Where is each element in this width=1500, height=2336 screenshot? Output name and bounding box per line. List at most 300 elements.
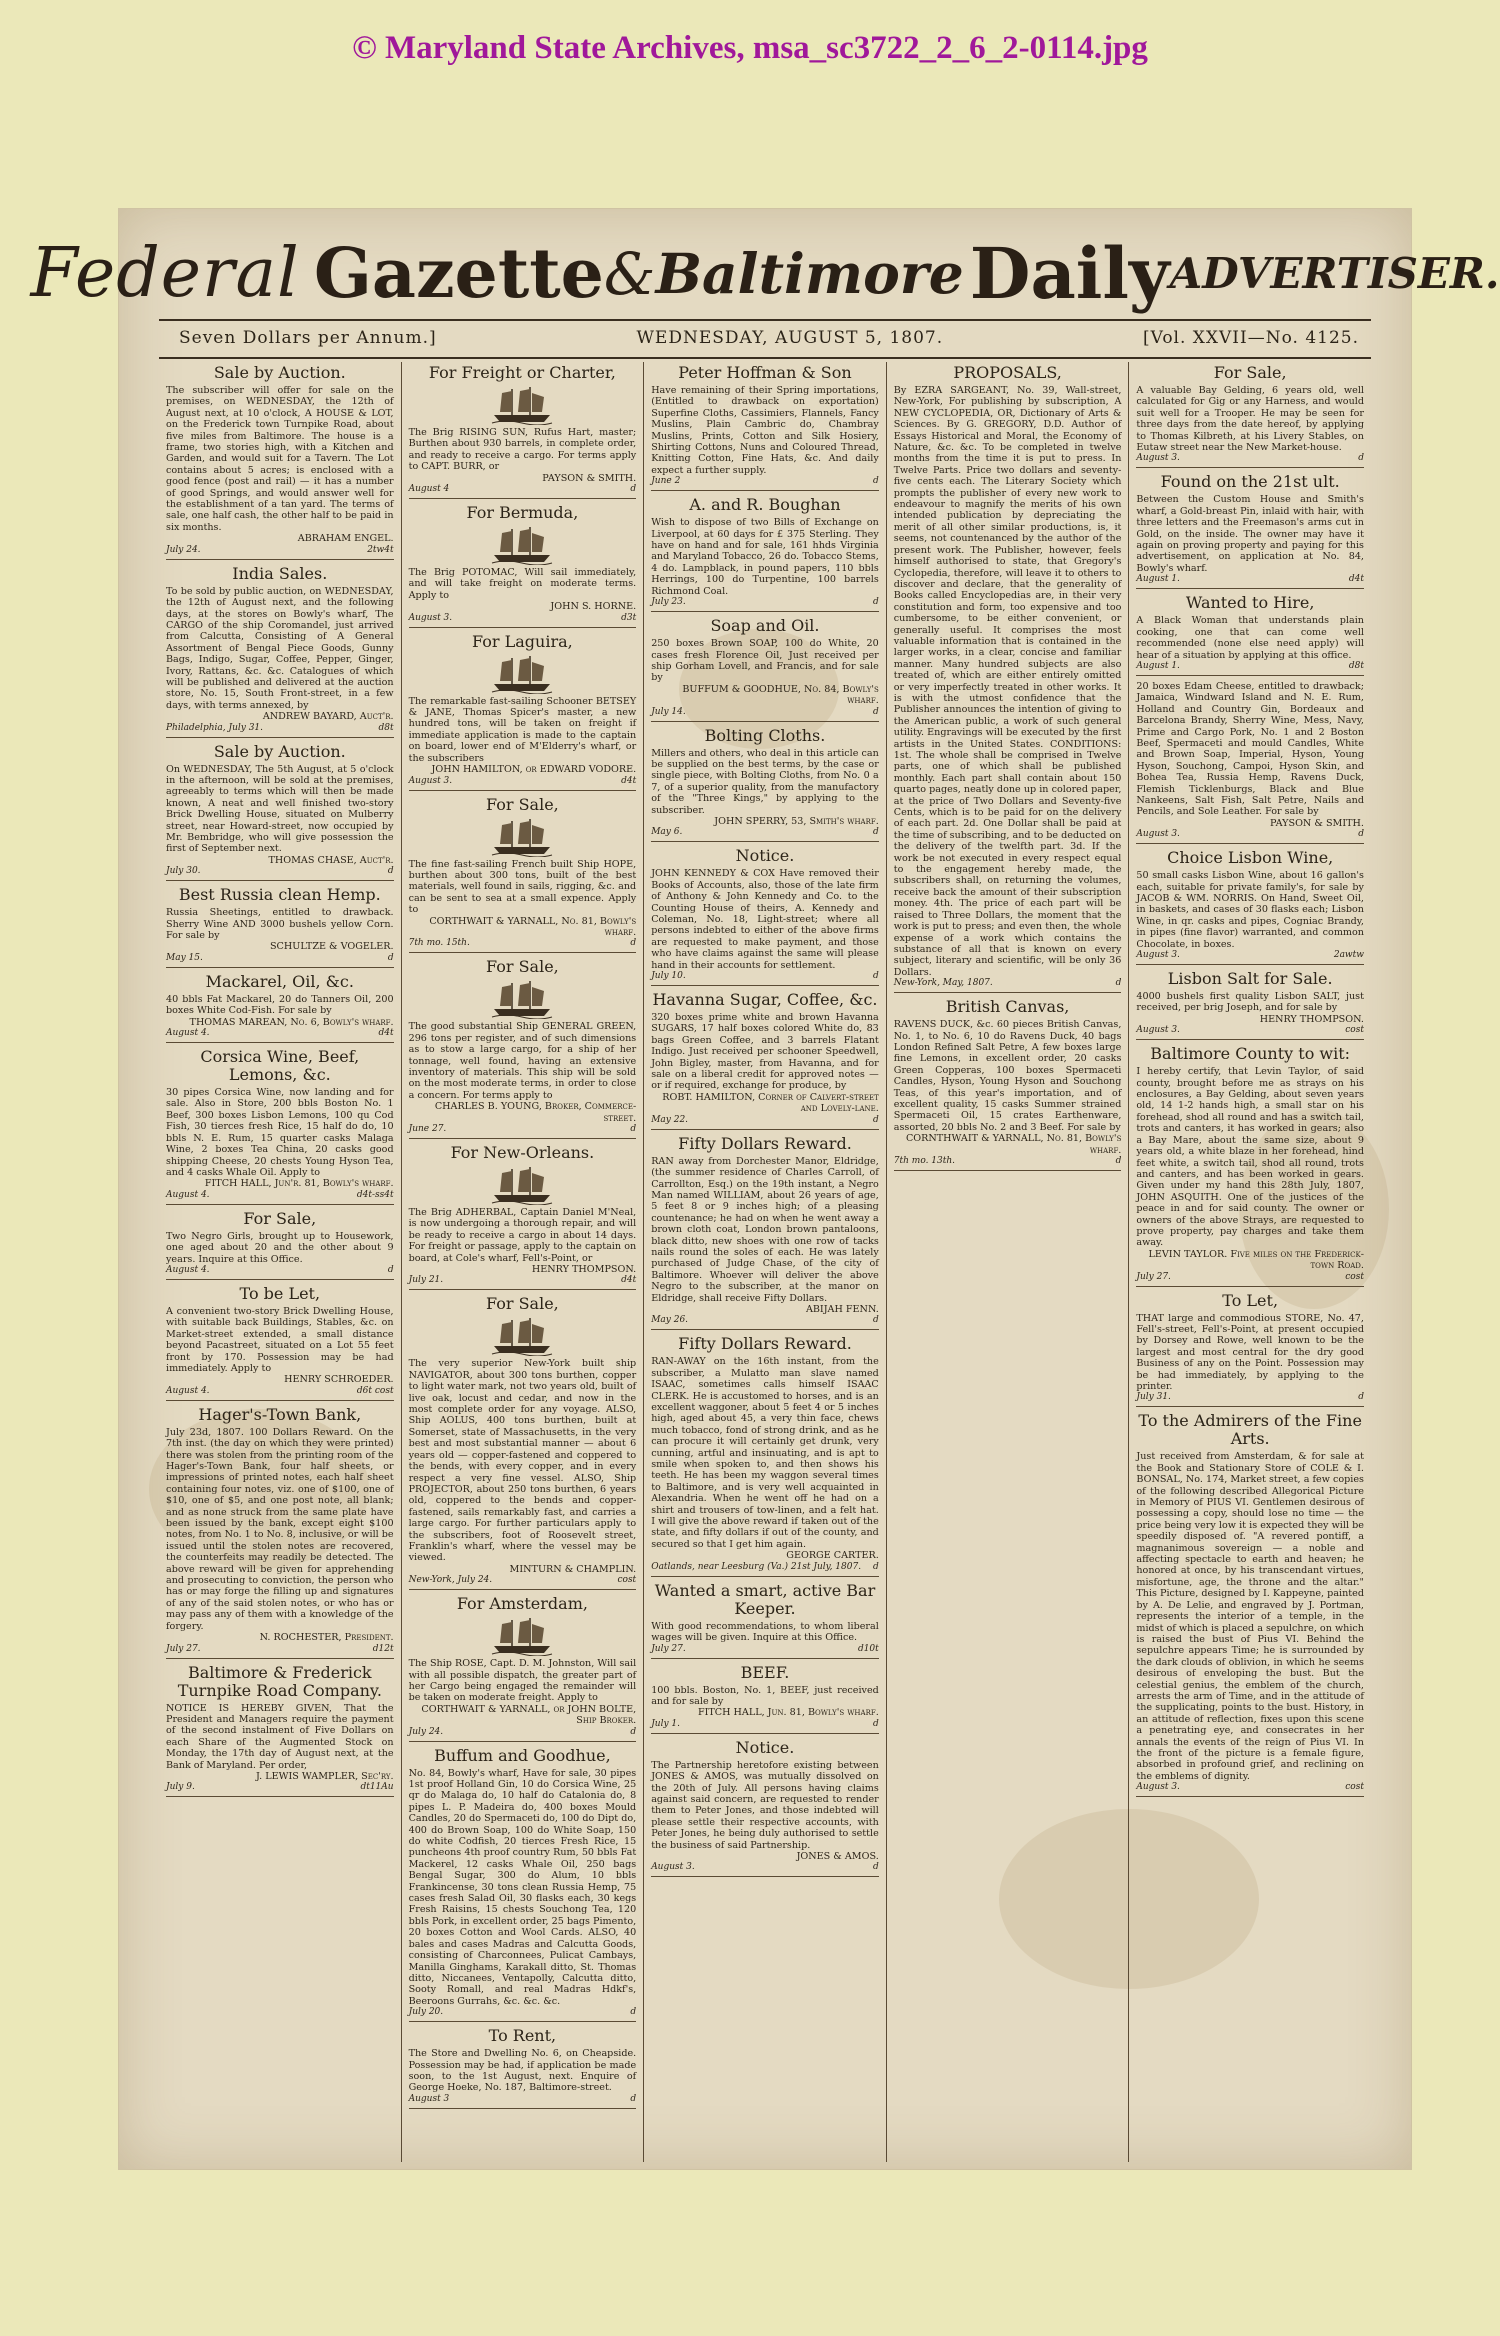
ad-divider <box>166 967 394 968</box>
ad-signature: N. ROCHESTER, President. <box>259 1632 394 1644</box>
ad-body: The Partnership heretofore existing between JONES & AMOS, was mutually dissolved on the 20th of July. All persons having claims against said concern, are requested to render them to Peter Jones, and those indebted will please settle their respective accounts, with Peter Jones, he being duly authorised to settle the business of said Partnership. <box>651 1759 879 1851</box>
column-1 <box>159 362 401 2162</box>
ad-body: JOHN KENNEDY & COX Have removed their Books of Accounts, also, those of the late firm of Anthony & John Kennedy and Co. to the Counting House of theirs, A. Kennedy and Coleman, No. 18, Light-street; where all persons indebted to either of the above firms are requested to make payment, and those who have claims against the same will please hand in their accounts for settlement. <box>651 868 879 971</box>
ad-date: May 6. <box>651 827 683 838</box>
ad-footer <box>651 1644 879 1655</box>
ad-footer <box>166 1190 394 1201</box>
advertisement <box>166 565 394 738</box>
ad-footer <box>409 484 637 495</box>
column-3 <box>643 362 886 2162</box>
advertisement <box>166 886 394 968</box>
ad-body: 100 bbls. Boston, No. 1, BEEF, just received and for sale by <box>651 1684 879 1707</box>
ad-divider <box>651 490 879 491</box>
ad-signature: FITCH HALL, Jun'r. 81, Bowly's wharf. <box>204 1178 394 1190</box>
ad-date: August 3. <box>1136 1025 1180 1036</box>
ad-divider <box>409 1741 637 1742</box>
ad-heading: Soap and Oil. <box>710 616 820 636</box>
ad-body: The subscriber will offer for sale on the premises, on WEDNESDAY, the 12th of August next, at 10 o'clock, A HOUSE & LOT, on the Frederick town Turnpike Road, about five miles from Baltimore. The house is a frame, two stories high, with a Kitchen and Garden, and would suit for a Tavern. The Lot contains about 5 acres; is enclosed with a good fence (post and rail) — it has a number of good Springs, and would answer well for the establishment of a tan yard. The terms of sale, one half cash, the other half to be paid in six months. <box>166 385 394 533</box>
ad-heading: India Sales. <box>232 563 328 583</box>
ship-icon <box>490 979 554 1019</box>
ad-insertion-mark: d <box>630 2007 637 2018</box>
ad-date: August 3. <box>1136 1782 1180 1793</box>
ad-signature: THOMAS CHASE, Auct'r. <box>268 854 394 866</box>
ad-footer <box>651 827 879 838</box>
ad-heading: Best Russia clean Hemp. <box>178 885 381 905</box>
ad-date: July 27. <box>1136 1271 1171 1282</box>
ad-body: Wish to dispose of two Bills of Exchange on Liverpool, at 60 days for £ 375 Sterling. They have on hand and for sale, 161 hhds Virginia and Maryland Tobacco, 26 do. Tobacco Stems, 4 do. Lampblack, in pound papers, 110 bbls Herrings, 100 do Turpentine, 100 barrels Richmond Coal. <box>651 517 879 597</box>
advertisement <box>409 796 637 954</box>
subscription-price: Seven Dollars per Annum.] <box>179 328 437 348</box>
ad-divider <box>651 1129 879 1130</box>
ad-date: July 1. <box>651 1718 681 1729</box>
ad-body: The good substantial Ship GENERAL GREEN, 296 tons per register, and of such dimensions as to stow a large cargo, for a ship of her tonnage, well found, having an extensive inventory of materials. This ship will be sold on the most moderate terms, in order to close a concern. For terms apply to <box>408 1021 637 1101</box>
ad-heading: Buffum and Goodhue, <box>434 1745 611 1765</box>
ad-divider <box>651 1733 879 1734</box>
ad-divider <box>409 1289 637 1290</box>
ad-signature: BUFFUM & GOODHUE, No. 84, Bowly's wharf. <box>682 683 879 707</box>
ad-divider <box>409 952 637 953</box>
ad-footer <box>409 938 637 949</box>
advertisement <box>1136 473 1364 589</box>
ad-footer <box>894 978 1122 989</box>
ad-body: Russia Sheetings, entitled to drawback. Sherry Wine AND 3000 bushels yellow Corn. For sale by <box>166 907 394 942</box>
ad-heading: Hager's-Town Bank, <box>198 1404 362 1424</box>
ad-body: A convenient two-story Brick Dwelling House, with suitable back Buildings, Stables, &c. on Market-street extended, a small distance beyond Pacastreet, situated on a Lot 55 feet front by 170. Possession may be had immediately. Apply to <box>166 1305 394 1374</box>
ad-footer <box>409 1727 637 1738</box>
advertisement <box>166 364 394 560</box>
ad-body: 50 small casks Lisbon Wine, about 16 gallon's each, suitable for private family's, for sale by JACOB & WM. NORRIS. On Hand, Sweet Oil, in baskets, and cases of 30 flasks each; Lisbon Wine, in qr. casks and pipes, Cogniac Brandy, in pipes (fine flavor) warranted, and common Chocolate, in boxes. <box>1136 870 1364 950</box>
ad-divider <box>1136 1039 1364 1040</box>
advertisement <box>1136 594 1364 676</box>
advertisement <box>651 1664 879 1734</box>
ad-insertion-mark: d <box>873 1561 879 1572</box>
ad-divider <box>409 498 637 499</box>
ad-body: NOTICE IS HEREBY GIVEN, That the President and Managers require the payment of the second instalment of Five Dollars on each Share of the Augmented Stock on Monday, the 17th day of August next, at the Bank of Maryland. Per order, <box>166 1702 394 1771</box>
ad-heading: For Bermuda, <box>466 503 579 523</box>
ad-divider <box>651 1329 879 1330</box>
ad-insertion-mark: d <box>1115 1156 1122 1166</box>
ad-date: July 30. <box>166 866 201 877</box>
advertisement <box>894 364 1122 993</box>
ad-divider <box>409 2108 637 2109</box>
ad-body: No. 84, Bowly's wharf, Have for sale, 30 pipes 1st proof Holland Gin, 10 do Corsica Wine, 25 qr do Malaga do, 10 half do Catalonia do, 8 pipes L. P. Madeira do, 400 boxes Mould Candles, 20 do Spermaceti do, 100 do Dipt do, 400 do Brown Soap, 100 do White Soap, 150 do white Codfish, 20 tierces Fresh Rice, 15 puncheons 4th proof country Rum, 50 bbls Fat Mackerel, 12 casks Whale Oil, 250 bags Bengal Sugar, 300 do Alum, 10 bbls Frankincense, 30 tons clean Russia Hemp, 75 cases fresh Salad Oil, 30 flasks each, 30 kegs Fresh Raisins, 15 chests Souchong Tea, 120 bbls Pork, in excellent order, 25 bags Pimento, 20 boxes Cotton and Wool Cards. ALSO, 40 bales and cases Madras and Calcutta Goods, consisting of Charconnees, Pulicat Cambays, Manilla Ginghams, Karakall ditto, St. Thomas ditto, Niccanees, Ventapolly, Calcutta ditto, Sooty Romall, and real Madras Hdkf's, Beeroons Gurrahs, &c. &c. &c. <box>408 1767 637 2007</box>
ad-heading: Lisbon Salt for Sale. <box>1167 969 1333 989</box>
ad-footer <box>1136 453 1364 464</box>
masthead-baltimore: Baltimore <box>655 241 964 306</box>
masthead-federal: Federal <box>30 234 300 313</box>
ad-insertion-mark: d <box>873 1862 879 1873</box>
ad-date: June 2 <box>651 476 681 487</box>
ad-heading: For Sale, <box>486 957 559 977</box>
ad-signature: JOHN HAMILTON, or EDWARD VODORE. <box>431 764 637 776</box>
ad-insertion-mark: 2awtw <box>1333 950 1364 961</box>
volume-number: [Vol. XXVII—No. 4125. <box>1142 328 1359 348</box>
ad-signature: ABIJAH FENN. <box>805 1303 879 1315</box>
ad-divider <box>409 1138 637 1139</box>
ad-body: A valuable Bay Gelding, 6 years old, well calculated for Gig or any Harness, and would suit well for a Trooper. He may be seen for three days from the date hereof, by applying to Thomas Kilbreth, at his Livery Stables, on Eutaw street near the New Market-house. <box>1136 385 1364 454</box>
advertisement <box>651 991 879 1130</box>
ad-divider <box>166 1796 394 1797</box>
ad-footer <box>166 953 394 964</box>
ad-heading: BEEF. <box>740 1662 790 1682</box>
ad-footer <box>651 1862 879 1873</box>
ad-footer <box>651 971 879 982</box>
ad-footer <box>409 2007 637 2018</box>
ad-insertion-mark: d <box>873 597 879 608</box>
ad-body: 320 boxes prime white and brown Havanna SUGARS, 17 half boxes colored White do, 83 bags Green Coffee, and 3 barrels Flatant Indigo. Just received per schooner Speedwell, John Bigley, master, from Havanna, and for sale on a liberal credit for approved notes — or if required, exchange for produce, by <box>651 1012 879 1092</box>
masthead <box>30 231 1500 316</box>
advertisement <box>1136 970 1364 1040</box>
ad-heading: For Sale, <box>486 794 559 814</box>
ad-insertion-mark: d <box>873 476 879 487</box>
ad-date: July 24. <box>408 1726 444 1737</box>
ad-date: Philadelphia, July 31. <box>166 722 264 733</box>
ad-divider <box>651 985 879 986</box>
advertisement <box>409 1747 637 2023</box>
ad-insertion-mark: dt11Au <box>360 1782 394 1793</box>
advertisement <box>651 364 879 491</box>
ad-signature: GEORGE CARTER. <box>786 1550 879 1562</box>
ad-footer <box>166 1644 394 1655</box>
ad-date: New-York, July 24. <box>408 1575 493 1586</box>
ad-heading: For Sale, <box>1213 363 1287 382</box>
ad-divider <box>651 1658 879 1659</box>
ad-insertion-mark: 2tw4t <box>367 544 394 555</box>
ad-insertion-mark: d <box>387 1264 394 1275</box>
ad-heading: For Laguira, <box>472 631 573 651</box>
ad-footer <box>1136 661 1364 672</box>
ship-icon <box>490 654 554 694</box>
advertisement <box>166 973 394 1043</box>
advertisement <box>166 1048 394 1205</box>
ad-date: July 31. <box>1136 1392 1171 1403</box>
ad-heading: To Let, <box>1222 1290 1279 1310</box>
ad-body: Have remaining of their Spring importations, (Entitled to drawback on exportation) Superfine Cloths, Cassimiers, Flannels, Fancy Muslins, Plain Cambric do, Chambray Muslins, Prints, Cotton and Silk Hosiery, Shirting Cottons, Nuns and Coloured Thread, Knitting Cotton, Fine Hats, &c. And daily expect a further supply. <box>651 385 879 476</box>
advertisement <box>651 727 879 843</box>
ad-heading: Fifty Dollars Reward. <box>678 1133 852 1153</box>
advertisement <box>1136 1045 1364 1286</box>
ad-body: To be sold by public auction, on WEDNESDAY, the 12th of August next, and the following days, at the stores on Bowly's wharf, The CARGO of the ship Coromandel, just arrived from Calcutta, Consisting of A General Assortment of Bengal Piece Goods, Gunny Bags, Indigo, Sugar, Coffee, Pepper, Ginger, Ivory, Rattans, &c. &c. Catalogues of which will be published and delivered at the auction store, No. 15, South Front-street, in a few days, with terms annexed, by <box>166 585 394 711</box>
ad-divider <box>1136 1796 1364 1797</box>
ad-divider <box>1136 843 1364 844</box>
ad-divider <box>1136 1406 1364 1407</box>
ad-insertion-mark: d <box>630 938 637 949</box>
advertisement <box>166 1664 394 1798</box>
column-4 <box>886 362 1129 2162</box>
ad-signature: ABRAHAM ENGEL. <box>297 533 394 545</box>
ad-footer <box>166 723 394 734</box>
ad-signature: LEVIN TAYLOR. Five miles on the Frederick-town Road. <box>1148 1248 1364 1272</box>
ad-date: August 4. <box>166 1264 210 1275</box>
ad-insertion-mark: d <box>630 2093 637 2104</box>
ad-date: 7th mo. 13th. <box>893 1156 956 1166</box>
ad-heading: Wanted to Hire, <box>1185 593 1315 613</box>
ad-footer <box>1136 574 1364 585</box>
ad-insertion-mark: d <box>630 484 637 495</box>
ad-date: August 3. <box>651 1862 695 1873</box>
ad-footer <box>166 1028 394 1039</box>
ad-body: I hereby certify, that Levin Taylor, of said county, brought before me as strays on his enclosures, a Bay Gelding, about seven years old, 14 1-2 hands high, a small star on his forehead, shod all round and has a switch tail, trots and canters, it has worked in gears; also a Bay Mare, about the same size, about 9 years old, a white blaze in her forehead, hind feet white, a switch tail, shod all round, trots and canters, and has been worked in gears. Given under my hand this 28th July, 1807, JOHN ASQUITH. One of the justices of the peace in and for said county. The owner or owners of the above Strays, are requested to prove property, pay charges and take them away. <box>1136 1066 1364 1249</box>
ad-date: July 27. <box>651 1643 686 1654</box>
ad-signature: MINTURN & CHAMPLIN. <box>509 1563 637 1575</box>
ad-body: Just received from Amsterdam, & for sale at the Book and Stationary Store of COLE & I. BONSAL, No. 174, Market street, a few copies of the following described Allegorical Picture in Memory of PIUS VI. Gentlemen desirous of possessing a copy, should lose no time — the price being very low it is expected they will be speedily disposed of. "A revered pontiff, a magnanimous sovereign — a noble and affecting spectacle to earth and heaven; he honored at once, by his transcendant virtues, misfortune, age, the throne and the altar." This Picture, designed by I. Kappeyne, painted by A. De Lelie, and engraved by J. Portman, represents the interior of a temple, in the midst of which is placed a sepulchre, on which is raised the bust of Pius VI. Behind the sepulchre appears Time; he is surrounded by the dark clouds of oblivion, in which he seems desirous of enveloping the bust. But the celestial genius, the emblem of the church, arrests the arm of Time, and in the attitude of the supplicating, points to the bust. History, in an attitude of reflection, fixes upon this scene a penetrating eye, and consecrates in her annals the events of the reign of Pius VI. In the front of the picture is a female figure, absorbed in profound grief, and reclining on the emblems of dignity. <box>1136 1451 1364 1782</box>
column-5 <box>1128 362 1371 2162</box>
ad-insertion-mark: d <box>1358 453 1364 464</box>
ad-footer <box>651 1719 879 1730</box>
ad-heading: For Sale, <box>243 1208 317 1228</box>
ad-heading: Fifty Dollars Reward. <box>678 1334 852 1354</box>
ad-signature: ANDREW BAYARD, Auct'r. <box>262 711 394 723</box>
ad-insertion-mark: d <box>873 827 879 838</box>
ad-heading: Bolting Cloths. <box>704 725 826 745</box>
ad-insertion-mark: cost <box>1345 1782 1364 1793</box>
ad-divider <box>651 841 879 842</box>
ad-divider <box>409 627 637 628</box>
ad-divider <box>409 2021 637 2022</box>
ad-footer <box>651 1562 879 1573</box>
advertisement <box>894 998 1122 1171</box>
advertisement <box>166 1210 394 1280</box>
ad-footer <box>1136 1025 1364 1036</box>
ad-date: May 22. <box>651 1114 689 1125</box>
ad-date: August 3 <box>408 2093 450 2104</box>
ad-date: May 26. <box>651 1315 689 1326</box>
ad-heading: PROPOSALS, <box>953 363 1062 382</box>
ad-footer <box>166 1386 394 1397</box>
ad-body: The remarkable fast-sailing Schooner BETSEY & JANE, Thomas Spicer's master, a new hundred tons, will be taken on freight if immediate application is made to the captain on board, lower end of M'Elderry's wharf, or the subscribers <box>408 695 637 764</box>
advertisement <box>166 1285 394 1401</box>
ad-heading: To the Admirers of the Fine Arts. <box>1138 1411 1362 1449</box>
ad-date: August 3. <box>1136 453 1180 464</box>
ship-icon <box>490 525 554 565</box>
ad-body: Two Negro Girls, brought up to Housework, one aged about 20 and the other about 9 years. Inquire at this Office. <box>166 1230 394 1265</box>
ad-date: 7th mo. 15th. <box>408 938 470 949</box>
ship-icon <box>490 817 554 857</box>
ad-divider <box>651 611 879 612</box>
ad-heading: Baltimore County to wit: <box>1150 1044 1351 1064</box>
ad-insertion-mark: cost <box>1345 1025 1364 1036</box>
ship-icon <box>490 1316 554 1356</box>
ad-signature: HENRY THOMPSON. <box>531 1264 637 1276</box>
ad-divider <box>651 721 879 722</box>
advertisement <box>409 633 637 791</box>
ad-body: RAVENS DUCK, &c. 60 pieces British Canvas, No. 1, to No. 6, 10 do Ravens Duck, 40 bags London Refined Salt Petre, A few boxes large fine Lemons, in excellent order, 20 casks Green Copperas, 100 boxes Spermaceti Candles, Hyson, Young Hyson and Souchong Teas, of this year's importation, and of excellent quality, 15 casks Summer strained Spermaceti Oil, 15 crates Earthenware, assorted, 20 bbls No. 2 and 3 Beef. For sale by <box>893 1019 1122 1133</box>
ad-heading: Wanted a smart, active Bar Keeper. <box>654 1580 876 1618</box>
ad-body: The Brig ADHERBAL, Captain Daniel M'Neal, is now undergoing a thorough repair, and will be ready to receive a cargo in about 14 days. For freight or passage, apply to the captain on board, at Cole's wharf, Fell's-Point, or <box>408 1207 637 1264</box>
ad-divider <box>409 790 637 791</box>
ad-signature: JOHN S. HORNE. <box>550 601 637 613</box>
ad-heading: Corsica Wine, Beef, Lemons, &c. <box>200 1047 360 1085</box>
ad-footer <box>409 1275 637 1286</box>
ad-divider <box>166 1658 394 1659</box>
masthead-ampersand: & <box>603 239 656 308</box>
ad-divider <box>1136 675 1364 676</box>
masthead-rule-bottom <box>159 357 1371 359</box>
ad-insertion-mark: d4t-ss4t <box>356 1189 394 1200</box>
ad-heading: Notice. <box>735 1737 795 1757</box>
advertisement <box>1136 681 1364 844</box>
advertisement <box>409 504 637 628</box>
advertisement <box>1136 1412 1364 1797</box>
ad-signature: PAYSON & SMITH. <box>542 472 637 484</box>
ad-insertion-mark: d12t <box>372 1643 394 1654</box>
ad-footer <box>409 613 637 624</box>
ad-date: August 4. <box>166 1028 210 1039</box>
ad-heading: Sale by Auction. <box>213 741 346 761</box>
ad-date: Oatlands, near Leesburg (Va.) 21st July, 1807. <box>651 1561 862 1572</box>
ad-footer <box>1136 1782 1364 1793</box>
ad-footer <box>409 1124 637 1135</box>
advertisement <box>651 1582 879 1659</box>
ad-divider <box>166 1400 394 1401</box>
ad-date: August 3. <box>1136 950 1180 961</box>
ad-signature: CORTHWAIT & YARNALL, No. 81, Bowly's wharf. <box>429 915 637 938</box>
ad-signature: SCHULTZE & VOGELER. <box>269 941 394 953</box>
ad-date: July 23. <box>651 597 686 608</box>
ad-footer <box>651 1315 879 1326</box>
ad-signature: FITCH HALL, Jun. 81, Bowly's wharf. <box>697 1707 879 1719</box>
ad-body: RAN away from Dorchester Manor, Eldridge, (the summer residence of Charles Carroll, of Carrollton, Esq.) on the 19th instant, a Negro Man named WILLIAM, about 26 years of age, 5 feet 8 or 9 inches high; of a pleasing countenance; he had on when he went away a brown cloth coat, London brown pantaloons, black ditto, new shoes with one row of tacks nails round the soles of each. He was lately purchased of Judge Chase, of the city of Baltimore. Whoever will deliver the above Negro to the subscriber, at the manor on Eldridge, shall receive Fifty Dollars. <box>651 1155 879 1304</box>
newspaper-page <box>30 208 1500 2170</box>
ad-insertion-mark: d6t cost <box>356 1385 394 1396</box>
ad-insertion-mark: d8t <box>378 722 394 733</box>
ad-insertion-mark: d8t <box>1348 660 1364 671</box>
ad-divider <box>166 1279 394 1280</box>
ad-body: July 23d, 1807. 100 Dollars Reward. On the 7th inst. (the day on which they were printed) there was stolen from the printing room of the Hager's-Town Bank, four half sheets, or impressions of printed notes, each half sheet containing four notes, viz. one of $100, one of $10, one of $5, and one post note, all blank; and as none struck from the same plate have been issued by the bank, except eight $100 notes, from No. 1 to No. 8, inclusive, or will be issued until the stolen notes are recovered, the counterfeits may readily be detected. The above reward will be given for apprehending and prosecuting to conviction, the person who has or may forge the filling up and signatures of any of the said stolen notes, or who has or may pass any of them with a knowledge of the forgery. <box>166 1426 394 1632</box>
ad-insertion-mark: d <box>1358 1392 1364 1403</box>
ad-insertion-mark: d <box>873 1718 879 1729</box>
ad-signature: HENRY THOMPSON. <box>1259 1013 1364 1025</box>
advertisement <box>409 364 637 499</box>
ad-body: A Black Woman that understands plain cooking, one that can come well recommended (none else need apply) will hear of a situation by applying at this office. <box>1136 615 1364 661</box>
ad-date: August 1. <box>1136 660 1180 671</box>
ad-body: The Brig POTOMAC, Will sail immediately, and will take freight on moderate terms. Apply to <box>408 567 637 601</box>
ad-heading: Found on the 21st ult. <box>1160 472 1340 492</box>
ad-date: August 4. <box>166 1189 210 1200</box>
ad-footer <box>409 776 637 787</box>
ad-insertion-mark: d10t <box>857 1643 879 1654</box>
ad-footer <box>166 545 394 556</box>
ad-divider <box>1136 964 1364 965</box>
ad-insertion-mark: cost <box>1345 1271 1364 1282</box>
ad-body: Between the Custom House and Smith's wharf, a Gold-breast Pin, inlaid with hair, with three letters and the Freemason's arms cut in Gold, on the inside. The owner may have it again on proving property and paying for this advertisement, on application at No. 84, Bowly's wharf. <box>1136 494 1364 574</box>
ad-signature: JONES & AMOS. <box>796 1850 879 1862</box>
ad-divider <box>1136 1286 1364 1287</box>
advertisement <box>651 496 879 612</box>
ad-body: 250 boxes Brown SOAP, 100 do White, 20 cases fresh Florence Oil, Just received per ship Gorham Lovell, and Francis, and for sale by <box>651 638 879 684</box>
ad-signature: CORNTHWAIT & YARNALL, No. 81, Bowly's wharf. <box>905 1133 1122 1156</box>
ad-body: 40 bbls Fat Mackarel, 20 do Tanners Oil, 200 boxes White Cod-Fish. For sale by <box>166 993 394 1017</box>
dateline <box>179 321 1359 355</box>
ad-footer <box>1136 829 1364 840</box>
ad-footer <box>651 707 879 718</box>
ad-insertion-mark: d <box>873 706 879 717</box>
ad-date: New-York, May, 1807. <box>893 978 993 989</box>
ad-footer <box>651 597 879 608</box>
ad-heading: To Rent, <box>488 2026 557 2046</box>
ad-insertion-mark: d <box>387 952 394 963</box>
ad-heading: For Sale, <box>486 1294 559 1314</box>
masthead-daily: Daily <box>969 232 1170 315</box>
advertisement <box>1136 1292 1364 1408</box>
ad-divider <box>1136 588 1364 589</box>
ad-footer <box>651 476 879 487</box>
advertisement <box>651 1335 879 1576</box>
ad-signature: J. LEWIS WAMPLER, Sec'ry. <box>256 1770 394 1782</box>
ship-icon <box>490 1616 554 1656</box>
ad-footer <box>409 2094 637 2105</box>
ad-heading: To be Let, <box>239 1283 321 1303</box>
advertisement <box>409 1144 637 1290</box>
ad-heading: For Amsterdam, <box>456 1594 588 1614</box>
ad-heading: Havanna Sugar, Coffee, &c. <box>652 990 878 1010</box>
advertisement <box>166 1406 394 1659</box>
ad-footer <box>651 1115 879 1126</box>
ad-signature: ROBT. HAMILTON, Corner of Calvert-street and Lovely-lane. <box>662 1091 879 1115</box>
ad-heading: Mackarel, Oil, &c. <box>205 971 354 991</box>
ad-footer <box>166 1265 394 1276</box>
ad-date: August 3. <box>408 775 453 786</box>
ad-divider <box>409 1589 637 1590</box>
ad-heading: British Canvas, <box>945 997 1070 1017</box>
ad-insertion-mark: d <box>387 866 394 877</box>
ad-footer <box>166 1782 394 1793</box>
ad-insertion-mark: d4t <box>621 1275 637 1286</box>
ad-body: 20 boxes Edam Cheese, entitled to drawback; Jamaica, Windward Island and N. E. Rum, Holland and Country Gin, Bordeaux and Barcelona Brandy, Sherry Wine, Mess, Navy, Prime and Cargo Pork, No. 1 and 2 Boston Beef, Spermaceti and mould Candles, White and Brown Soap, Imperial, Hyson, Young Hyson, Souchong, Campoi, Hyson Skin, and Bohea Tea, Russia Hemp, Ravens Duck, Flemish Ticklenburgs, Black and Blue Nankeens, Salt Fish, Salt Petre, Nails and Pencils, and Sole Leather. For sale by <box>1136 680 1364 818</box>
ad-date: June 27. <box>408 1124 447 1134</box>
ad-footer <box>166 866 394 877</box>
ad-body: The Brig RISING SUN, Rufus Hart, master; Burthen about 930 barrels, in complete order, and ready to receive a cargo. For terms apply to CAPT. BURR, or <box>408 427 637 473</box>
ad-divider <box>651 1576 879 1577</box>
ad-date: August 3. <box>1136 829 1180 840</box>
ad-insertion-mark: d4t <box>378 1028 394 1039</box>
ad-body: With good recommendations, to whom liberal wages will be given. Inquire at this Office. <box>651 1620 879 1644</box>
ad-body: On WEDNESDAY, The 5th August, at 5 o'clock in the afternoon, will be sold at the premises, agreeably to terms which will then be made known, A neat and well finished two-story Brick Dwelling House, situated on Mulberry street, near Howard-street, now occupied by Mr. Bembridge, who will give possession the first of September next. <box>166 763 394 855</box>
ad-signature: JOHN SPERRY, 53, Smith's wharf. <box>714 815 879 827</box>
columns <box>159 362 1371 2162</box>
ad-body: By EZRA SARGEANT, No. 39, Wall-street, New-York, For publishing by subscription, A NEW CYCLOPEDIA, OR, Dictionary of Arts & Sciences. By G. GREGORY, D.D. Author of Essays Historical and Moral, the Economy of Nature, &c. &c. To be completed in twelve months from the time it is put to press. In Twelve Parts. Price two dollars and seventy-five cents each. The Literary Society which prompts the publisher of every new work to endeavour to magnify the merits of his own intended publication by depreciating the merit of all other similar productions, is, it seems, not countenanced by the author of the present work. The Publisher, however, feels himself authorised to state, that Gregory's Cyclopedia, therefore, will leave it to others to discover and declare, that the generality of Books called Encyclopedias are, in their very constitution and form, too expensive and too cumbersome, to be either convenient, or generally useful. It comprises the most valuable information that is contained in the larger works, in a clear, concise and familiar manner. Many hundred subjects are also treated of, which are either entirely omitted or very imperfectly treated in other works. It is with the utmost confidence that the Publisher announces the intention of giving to the American public, a work of such general utility. Engravings will be executed by the first artists in the United States. CONDITIONS: 1st. The whole shall be comprised in Twelve parts, one of which shall be published monthly. Each part shall contain about 150 quarto pages, neatly done up in colored paper, at the price of Two Dollars and Seventy-five Cents, which is to be paid for on the delivery of each part. 2d. One Dollar shall be paid at the time of subscribing, and to be deducted on the delivery of the twelfth part. 3d. If the work be not executed in every respect equal to the engagement hereby made, the subscribers shall, on returning the volumes, receive back the amount of their subscription money. 4th. The price of each part will be raised to Three Dollars, the moment that the work is put to press; and even then, the whole expense of a work which contains the substance of all that is known on every subject, literary and scientific, will be only 36 Dollars. <box>893 385 1122 978</box>
masthead-gazette: Gazette <box>313 233 604 314</box>
ad-divider <box>166 880 394 881</box>
advertisement <box>1136 849 1364 965</box>
ship-icon <box>490 385 554 425</box>
ad-date: July 24. <box>166 544 201 555</box>
ad-footer <box>894 1156 1122 1167</box>
ad-insertion-mark: d <box>873 971 879 982</box>
ad-insertion-mark: cost <box>617 1575 637 1586</box>
ad-body: The Ship ROSE, Capt. D. M. Johnston, Will sail with all possible dispatch, the greater part of her Cargo being engaged the remainder will be taken on moderate freight. Apply to <box>408 1658 637 1704</box>
ad-date: August 1. <box>1136 574 1180 585</box>
ad-date: July 10. <box>651 971 686 982</box>
ad-footer <box>409 1575 637 1586</box>
issue-date: WEDNESDAY, AUGUST 5, 1807. <box>636 328 944 348</box>
ad-insertion-mark: d <box>630 1124 637 1134</box>
column-2 <box>401 362 644 2162</box>
ad-date: July 21. <box>408 1275 444 1286</box>
ad-footer <box>1136 1392 1364 1403</box>
ad-divider <box>166 1042 394 1043</box>
ad-heading: Notice. <box>735 846 795 866</box>
ad-heading: A. and R. Boughan <box>689 495 841 515</box>
ad-date: May 15. <box>166 952 203 963</box>
ad-insertion-mark: d <box>630 1726 637 1737</box>
ad-body: 30 pipes Corsica Wine, now landing and for sale. Also in Store, 200 bbls Boston No. 1 Beef, 300 boxes Lisbon Lemons, 100 qu Cod Fish, 30 tierces fresh Rice, 15 half do do, 10 bbls N. E. Rum, 15 quarter casks Malaga Wine, 2 boxes Tea China, 20 casks good shipping Cheese, 20 chests Young Hyson Tea, and 4 casks Whale Oil. Apply to <box>166 1087 394 1178</box>
ad-heading: Baltimore & Frederick Turnpike Road Company. <box>177 1662 382 1700</box>
masthead-advertiser: ADVERTISER. <box>1169 249 1500 298</box>
ad-body: Millers and others, who deal in this article can be supplied on the best terms, by the case or single piece, with Bolting Cloths, from No. 0 a 7, of a superior quality, from the manufactory of the "Three Kings," by applying to the subscriber. <box>651 747 879 816</box>
ad-date: July 14. <box>651 706 686 717</box>
ad-date: July 27. <box>166 1643 201 1654</box>
